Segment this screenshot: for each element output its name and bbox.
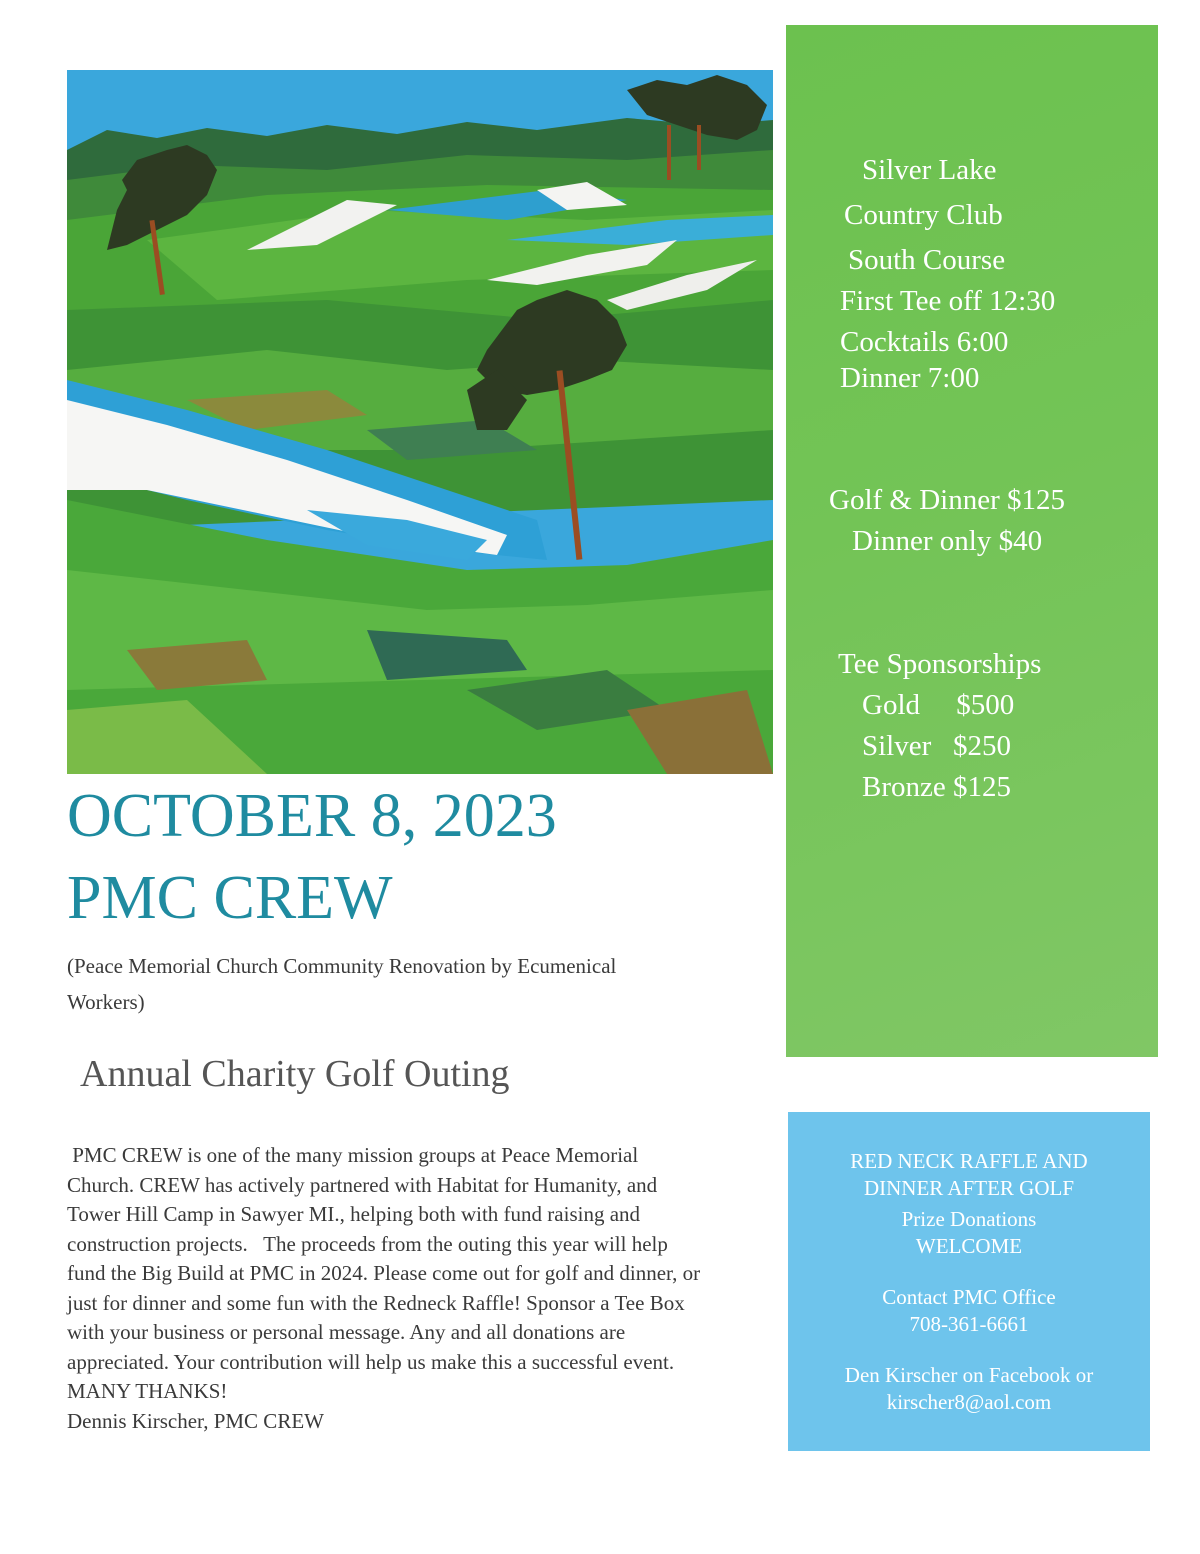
venue-line-1: Silver Lake xyxy=(862,154,997,186)
prize-donations: Prize Donations xyxy=(901,1207,1037,1231)
body-line: fund the Big Build at PMC in 2024. Please come out for golf and dinner, or xyxy=(67,1261,701,1285)
silver-sponsorship: Silver $250 xyxy=(862,730,1012,762)
outing-heading: Annual Charity Golf Outing xyxy=(80,1053,510,1095)
venue-line-2: Country Club xyxy=(844,199,1003,231)
raffle-line-2: DINNER AFTER GOLF xyxy=(863,1176,1074,1200)
office-phone: 708-361-6661 xyxy=(909,1312,1029,1336)
raffle-contact-box xyxy=(788,1112,1150,1451)
organization-subtitle xyxy=(67,948,707,1020)
cocktails-time: Cocktails 6:00 xyxy=(840,326,1009,358)
subtitle-line-1: (Peace Memorial Church Community Renovation by Ecumenical xyxy=(67,954,617,978)
page-title: PMC CREW xyxy=(67,864,393,932)
bronze-sponsorship: Bronze $125 xyxy=(862,771,1011,803)
body-line: MANY THANKS! xyxy=(67,1379,228,1403)
event-info-panel xyxy=(786,25,1158,1057)
body-line: Church. CREW has actively partnered with Habitat for Humanity, and xyxy=(67,1172,658,1197)
gold-sponsorship: Gold $500 xyxy=(862,689,1015,721)
contact-office: Contact PMC Office xyxy=(882,1285,1056,1309)
golf-dinner-price: Golf & Dinner $125 xyxy=(829,484,1065,516)
body-line: construction projects. The proceeds from the outing this year will help xyxy=(67,1231,668,1256)
event-date: OCTOBER 8, 2023 xyxy=(67,782,557,850)
welcome-text: WELCOME xyxy=(915,1234,1023,1258)
raffle-line-1: RED NECK RAFFLE AND xyxy=(850,1149,1088,1173)
body-paragraph xyxy=(67,1141,700,1407)
signature: Dennis Kirscher, PMC CREW xyxy=(67,1409,324,1433)
dinner-only-price: Dinner only $40 xyxy=(852,525,1043,557)
email-contact: kirscher8@aol.com xyxy=(886,1390,1052,1414)
dinner-time: Dinner 7:00 xyxy=(840,362,980,394)
body-line: just for dinner and some fun with the Redneck Raffle! Sponsor a Tee Box xyxy=(67,1290,685,1315)
golf-course-landscape-icon xyxy=(67,70,773,774)
golf-course-illustration xyxy=(67,70,773,774)
body-line: Tower Hill Camp in Sawyer MI., helping both with fund raising and xyxy=(67,1202,641,1226)
body-line: appreciated. Your contribution will help us make this a successful event. xyxy=(67,1349,675,1374)
tee-off-time: First Tee off 12:30 xyxy=(840,285,1056,317)
facebook-contact: Den Kirscher on Facebook or xyxy=(844,1363,1094,1387)
subtitle-line-2: Workers) xyxy=(67,990,145,1014)
body-line: PMC CREW is one of the many mission groups at Peace Memorial xyxy=(67,1143,639,1167)
body-line: with your business or personal message. Any and all donations are xyxy=(67,1320,626,1344)
sponsorships-heading: Tee Sponsorships xyxy=(838,648,1042,680)
venue-line-3: South Course xyxy=(848,244,1006,276)
